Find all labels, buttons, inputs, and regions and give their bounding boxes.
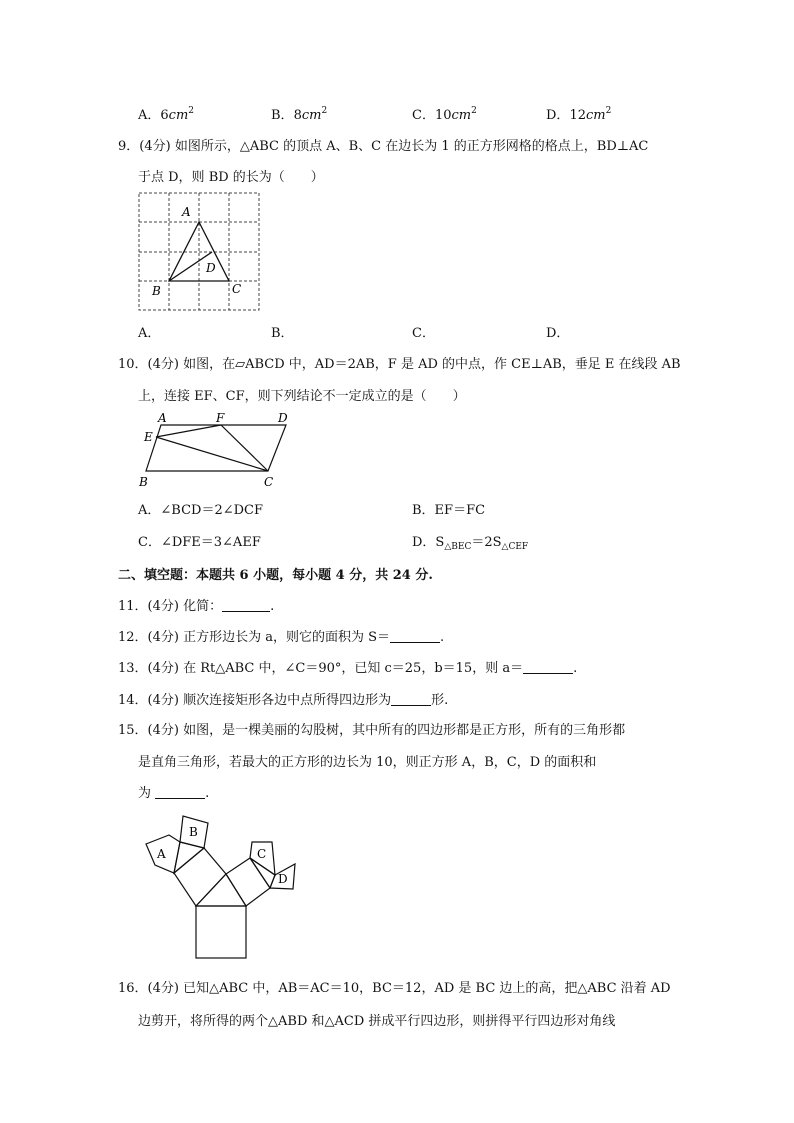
- q10-option-c: C．∠DFE＝3∠AEF: [138, 535, 261, 550]
- q9-option-d: D．: [546, 326, 570, 341]
- q10-label-c: C: [264, 475, 274, 489]
- q8-option-a: A．$6cm^2$: [138, 106, 195, 123]
- q15-answer-blank: [155, 786, 205, 799]
- q15-left-square: [174, 848, 226, 906]
- q15-label-c: C: [257, 847, 267, 861]
- q10-option-b: B．EF＝FC: [412, 503, 486, 518]
- q8-option-b: B．$8cm^2$: [271, 106, 328, 123]
- q15-label-d: D: [278, 872, 288, 886]
- q8-option-c: C．$10cm^2$: [412, 106, 477, 123]
- q13-answer-blank: [523, 661, 573, 674]
- q15-right-square: [226, 858, 270, 906]
- q10-text-line1: 10．(4分) 如图，在▱ABCD 中，AD＝2AB，F 是 AD 的中点，作 CE⊥AB，垂足 E 在线段 AB: [118, 357, 681, 372]
- q9-text-line2: 于点 D，则 BD 的长为（ ）: [138, 170, 324, 185]
- q10-label-d: D: [278, 411, 288, 425]
- q8-option-d: D．$12cm^2$: [546, 106, 612, 123]
- q10-option-a: A．∠BCD＝2∠DCF: [138, 503, 263, 518]
- q10-label-a: A: [158, 411, 167, 425]
- q9-option-a: A．: [138, 326, 161, 341]
- q13: 13．(4分) 在 Rt△ABC 中，∠C＝90°，已知 c＝25，b＝15，则 a＝ .: [118, 661, 578, 676]
- q11-answer-blank: [222, 599, 270, 612]
- q16-text-line2: 边剪开，将所得的两个△ABD 和△ACD 拼成平行四边形，则拼得平行四边形对角线: [138, 1014, 616, 1029]
- q9-figure: [136, 190, 262, 314]
- q10-label-e: E: [144, 430, 153, 444]
- q12: 12．(4分) 正方形边长为 a，则它的面积为 S＝ .: [118, 630, 445, 645]
- q15-text-line3: 为 .: [138, 786, 210, 801]
- q9-label-a: A: [182, 205, 191, 219]
- q15-label-b: B: [189, 825, 198, 839]
- q9-option-c: C．: [412, 326, 435, 341]
- q15-text-line1: 15．(4分) 如图，是一棵美丽的勾股树，其中所有的四边形都是正方形，所有的三角形都: [118, 723, 626, 738]
- q16-text-line1: 16．(4分) 已知△ABC 中，AB＝AC＝10，BC＝12，AD 是 BC 边上的高，把△ABC 沿着 AD: [118, 981, 671, 996]
- q10-text-line2: 上，连接 EF、CF，则下列结论不一定成立的是（ ）: [138, 389, 466, 404]
- q15-pythagoras-tree: [136, 806, 306, 964]
- q10-figure: [136, 408, 296, 490]
- q9-option-b: B．: [271, 326, 294, 341]
- section2-title: 二、填空题：本题共 6 小题，每小题 4 分，共 24 分.: [118, 568, 433, 583]
- q10-label-f: F: [216, 411, 225, 425]
- q11: 11．(4分) 化简： .: [118, 599, 275, 614]
- q9-label-b: B: [152, 284, 161, 298]
- q14-answer-blank: [391, 693, 431, 706]
- q10-option-d: D．$S_{\triangle BEC}=2S_{\triangle CEF}$: [412, 535, 529, 552]
- q10-label-b: B: [139, 475, 148, 489]
- q10-parallelogram: [146, 425, 286, 471]
- q9-label-c: C: [232, 282, 242, 296]
- q15-big-square: [196, 906, 246, 958]
- q9-label-d: D: [206, 261, 216, 275]
- q15-label-a: A: [157, 847, 166, 861]
- q9-text-line1: 9．(4分) 如图所示，△ABC 的顶点 A、B、C 在边长为 1 的正方形网格的格点上，BD⊥AC: [118, 139, 649, 154]
- q12-answer-blank: [390, 630, 440, 643]
- q15-text-line2: 是直角三角形，若最大的正方形的边长为 10，则正方形 A，B，C，D 的面积和: [138, 755, 597, 770]
- q14: 14．(4分) 顺次连接矩形各边中点所得四边形为 形.: [118, 693, 449, 708]
